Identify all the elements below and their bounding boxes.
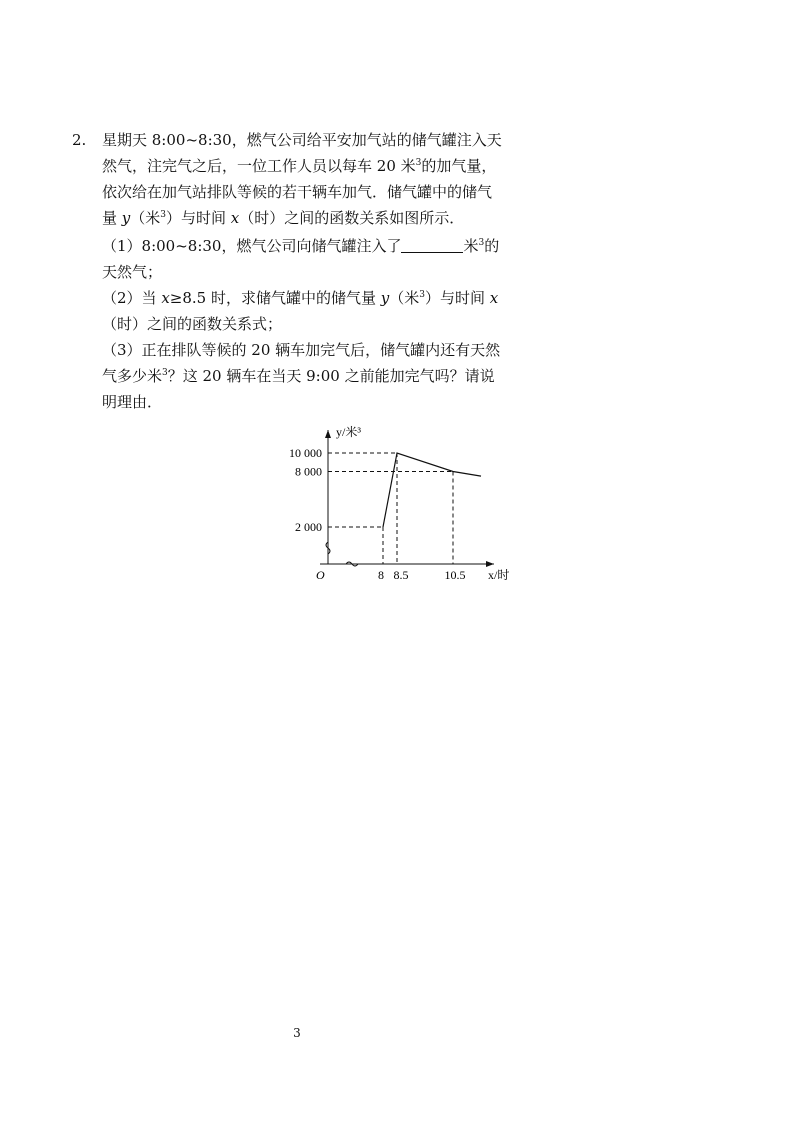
intro-line-1: 星期天 8:00~8:30，燃气公司给平安加气站的储气罐注入天 (102, 131, 502, 149)
x-tick-label: 10.5 (444, 568, 466, 582)
question-3: （3）正在排队等候的 20 辆车加完气后，储气罐内还有天然 (102, 341, 501, 359)
x-tick-label: 8.5 (393, 568, 409, 582)
intro-line-3: 依次给在加气站排队等候的若干辆车加气．储气罐中的储气 (102, 183, 493, 201)
question-2: （2）当 x≥8.5 时，求储气罐中的储气量 y（米$^3$）与时间 x (102, 289, 499, 307)
intro-line-4: 量 y（米$^3$）与时间 x（时）之间的函数关系如图所示． (102, 209, 465, 227)
y-tick-label: 8 000 (295, 464, 322, 479)
question-2-cont: （时）之间的函数关系式； (102, 315, 283, 333)
chart-guides (328, 453, 453, 564)
intro-line-2: 然气，注完气之后，一位工作人员以每车 20 米$^3$的加气量， (102, 157, 497, 175)
question-3-cont: 气多少米$^3$？这 20 辆车在当天 9:00 之前能加完气吗？请说 (102, 367, 495, 385)
question-1-cont: 天然气； (102, 263, 163, 281)
answer-blank[interactable] (401, 238, 463, 253)
y-axis-label: y/米³ (336, 425, 361, 439)
chart-series (383, 453, 481, 527)
gas-volume-chart (262, 420, 532, 590)
series-line (383, 453, 481, 527)
x-tick-label: 8 (378, 568, 384, 582)
problem-number: 2. (72, 131, 87, 149)
question-1: （1）8:00~8:30，燃气公司向储气罐注入了 米$^3$的 (102, 237, 500, 255)
x-axis-label: x/时 (488, 568, 510, 582)
chart-axes (320, 430, 494, 567)
y-axis-arrow (325, 430, 331, 438)
x-axis-arrow (486, 561, 494, 567)
y-tick-label: 2 000 (295, 520, 322, 534)
question-3-cont-2: 明理由． (102, 393, 163, 411)
origin-label: O (316, 568, 325, 582)
y-tick-label: 10 000 (289, 446, 322, 460)
page-number: 3 (293, 1026, 301, 1040)
chart-labels (289, 424, 509, 582)
